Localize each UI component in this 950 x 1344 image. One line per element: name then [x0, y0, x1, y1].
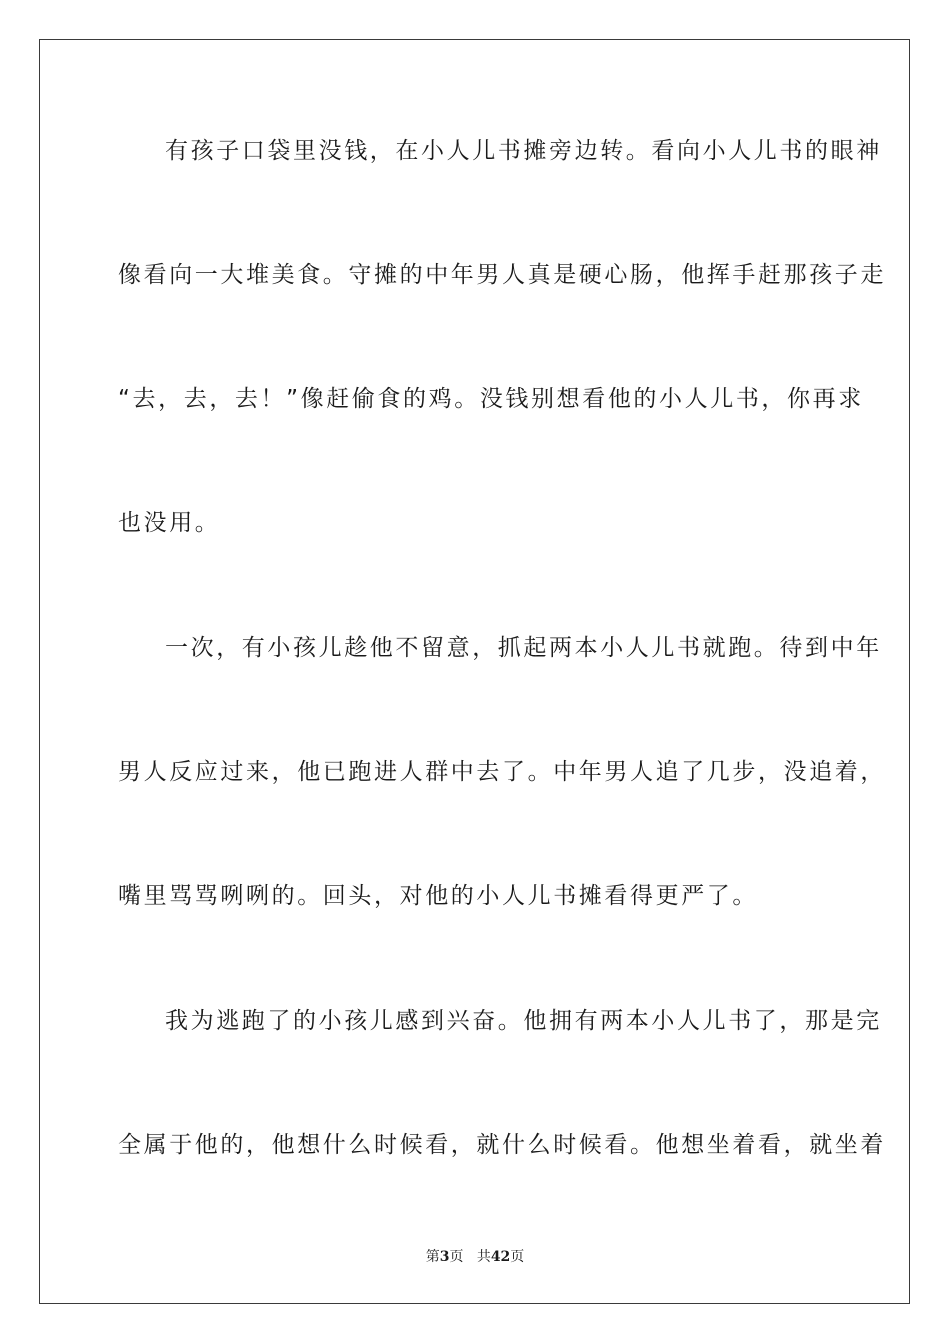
total-suffix: 页 — [510, 1249, 525, 1265]
total-pages: 42 — [490, 1249, 511, 1265]
total-prefix: 共 — [476, 1249, 491, 1265]
page-number: 3 — [439, 1249, 450, 1265]
page-suffix: 页 — [449, 1249, 464, 1265]
paragraph-3-line-2: 全属于他的，他想什么时候看，就什么时候看。他想坐着看，就坐着 — [118, 1132, 886, 1158]
page-frame — [39, 39, 910, 1304]
page-footer — [0, 1247, 950, 1267]
paragraph-2-line-1: 一次，有小孩儿趁他不留意，抓起两本小人儿书就跑。待到中年 — [165, 635, 882, 661]
paragraph-1-line-1: 有孩子口袋里没钱，在小人儿书摊旁边转。看向小人儿书的眼神 — [165, 138, 882, 164]
paragraph-2-line-2: 男人反应过来，他已跑进人群中去了。中年男人追了几步，没追着， — [118, 759, 886, 785]
paragraph-1-line-2: 像看向一大堆美食。守摊的中年男人真是硬心肠，他挥手赶那孩子走 — [118, 262, 886, 288]
paragraph-3-line-1: 我为逃跑了的小孩儿感到兴奋。他拥有两本小人儿书了，那是完 — [165, 1008, 882, 1034]
paragraph-2-line-3: 嘴里骂骂咧咧的。回头，对他的小人儿书摊看得更严了。 — [118, 883, 758, 909]
paragraph-1-line-3: “去，去，去！”像赶偷食的鸡。没钱别想看他的小人儿书，你再求 — [118, 386, 864, 412]
page-prefix: 第 — [425, 1249, 440, 1265]
paragraph-1-line-4: 也没用。 — [118, 510, 221, 536]
